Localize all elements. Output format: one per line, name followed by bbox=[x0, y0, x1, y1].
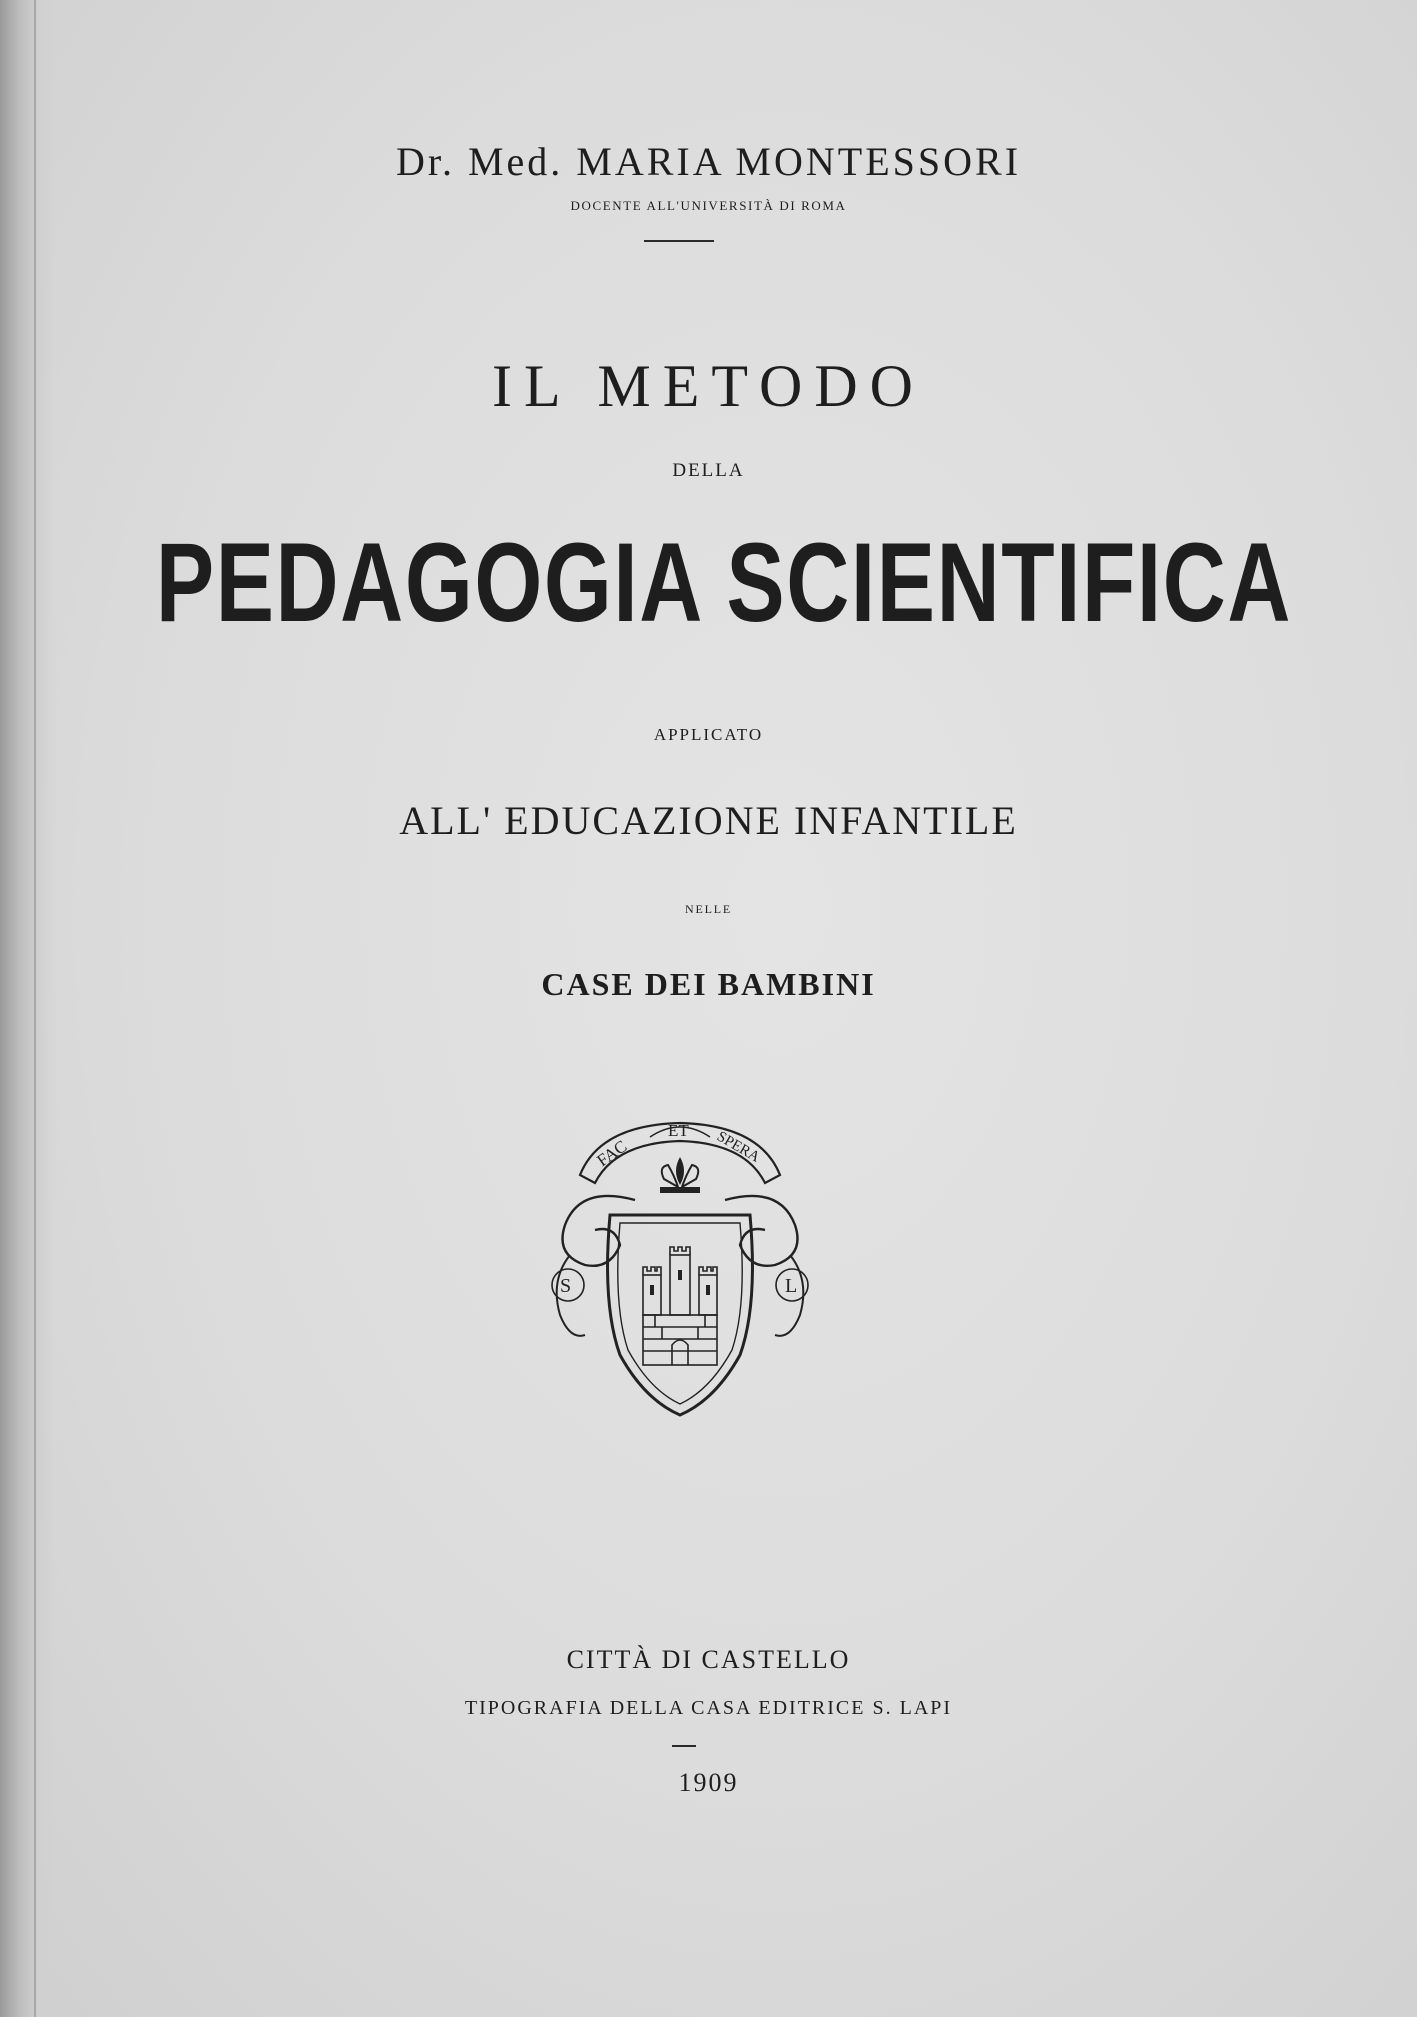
title-line-7: CASE DEI BAMBINI bbox=[541, 966, 876, 1002]
author-prefix-dr: Dr. bbox=[395, 139, 455, 184]
author-name: MARIA MONTESSORI bbox=[576, 139, 1022, 184]
motto-center: ET bbox=[668, 1121, 689, 1140]
motto-left: FAC bbox=[593, 1136, 631, 1171]
title-line-4: APPLICATO bbox=[653, 725, 764, 744]
author-affiliation: DOCENTE ALL'UNIVERSITÀ DI ROMA bbox=[570, 198, 847, 213]
imprint-city: CITTÀ DI CASTELLO bbox=[566, 1645, 851, 1674]
author-line bbox=[0, 138, 1417, 185]
subtitle: ALL' EDUCAZIONE INFANTILE bbox=[399, 798, 1018, 843]
author-prefix-med: Med. bbox=[467, 139, 564, 184]
main-title: PEDAGOGIA SCIENTIFICA bbox=[155, 520, 1293, 645]
initial-right: L bbox=[785, 1275, 798, 1297]
title-line-1: IL METODO bbox=[492, 353, 925, 419]
title-line-6: NELLE bbox=[685, 902, 732, 916]
title-line-2: DELLA bbox=[672, 460, 745, 481]
motto-right: SPERA bbox=[714, 1128, 763, 1166]
divider-rule-bottom bbox=[672, 1745, 696, 1747]
initial-left: S bbox=[560, 1275, 572, 1297]
imprint-publisher: TIPOGRAFIA DELLA CASA EDITRICE S. LAPI bbox=[464, 1697, 953, 1719]
publisher-emblem bbox=[540, 1105, 820, 1425]
imprint-year: 1909 bbox=[678, 1768, 739, 1797]
divider-rule-top bbox=[644, 240, 714, 242]
